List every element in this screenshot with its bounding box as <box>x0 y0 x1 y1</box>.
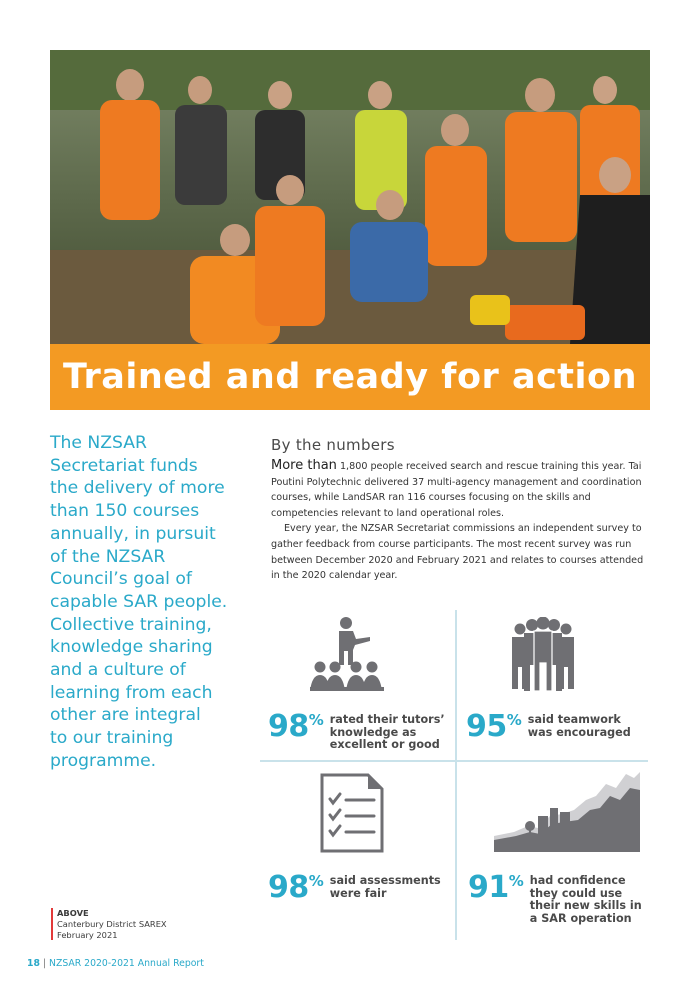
intro-line: capable SAR people. <box>50 591 228 612</box>
intro-line: annually, in pursuit <box>50 523 216 544</box>
intro-line: and a culture of <box>50 660 186 681</box>
intro-line: to our training <box>50 728 174 749</box>
stat-tutors <box>268 709 445 752</box>
stat-teamwork <box>466 709 631 744</box>
intro-line: Council’s goal of <box>50 569 192 590</box>
stat-label-line: said teamwork <box>527 713 621 726</box>
stat-label-line: a SAR operation <box>529 911 632 925</box>
caption-heading: ABOVE <box>57 908 89 918</box>
photo-caption <box>51 908 167 940</box>
stat-label-line: their new skills in <box>529 899 642 912</box>
stat-confidence <box>468 870 642 925</box>
intro-line: other are integral <box>50 705 201 726</box>
footer-separator: | <box>39 958 49 969</box>
title-banner <box>50 344 650 410</box>
body-paragraph: Every year, the NZSAR Secretariat commissions an independent survey to gather feedback from course participants. The most recent survey was run between December 2020 and February 2021 and relates to courses attended in the 2020 calendar year. <box>271 523 644 582</box>
intro-line: knowledge sharing <box>50 637 213 658</box>
report-title: NZSAR 2020-2021 Annual Report <box>49 958 204 969</box>
intro-line: The NZSAR <box>50 433 147 453</box>
stat-assessments <box>268 870 441 905</box>
hero-photo <box>50 50 650 344</box>
intro-line: of the NZSAR <box>50 546 166 567</box>
intro-line: Secretariat funds <box>50 455 198 476</box>
page-title: Trained and ready for action <box>62 357 638 397</box>
stat-label-line: were fair <box>329 886 387 900</box>
caption-line: Canterbury District SAREX <box>57 918 167 929</box>
lead-text: More than <box>271 458 337 473</box>
body-text <box>271 458 651 584</box>
stat-percent: % <box>308 872 324 890</box>
tutor-icon <box>308 617 388 697</box>
checklist-icon <box>320 773 384 857</box>
stat-label <box>528 714 631 739</box>
stat-label-line: rated their tutors’ <box>329 713 445 726</box>
stat-percent: % <box>506 711 522 729</box>
stat-label-line: excellent or good <box>329 738 440 751</box>
intro-line: Collective training, <box>50 614 212 635</box>
intro-line: than 150 courses <box>50 501 200 522</box>
section-heading: By the numbers <box>271 436 395 454</box>
stat-label-line: knowledge as <box>329 725 417 739</box>
stat-percent: % <box>308 711 324 729</box>
stat-percent: % <box>508 872 524 890</box>
caption-line: February 2021 <box>57 929 118 940</box>
paragraph-text: 1,800 people received search and rescue training this year. Tai Poutini Polytechnic delivered 37 multi-agency management and coordination courses, while LandSAR ran 116 courses focusing on the skills and competencies relevant to land operational roles. <box>271 461 642 519</box>
stat-label-line: was encouraged <box>527 725 631 739</box>
intro-quote <box>50 432 255 773</box>
stat-label-line: said assessments <box>329 874 441 887</box>
stat-value: 95 <box>466 709 507 744</box>
stat-label <box>330 714 445 752</box>
stat-value: 98 <box>268 870 309 905</box>
intro-line: programme. <box>50 750 157 771</box>
stat-value: 98 <box>268 709 309 744</box>
page-number: 18 <box>27 958 40 969</box>
stat-label <box>530 875 642 925</box>
stat-label-line: they could use <box>529 886 623 900</box>
page-footer <box>27 958 204 969</box>
grid-divider-vertical <box>455 610 457 940</box>
body-paragraph <box>271 458 651 521</box>
grid-divider-horizontal <box>260 760 648 762</box>
landscape-icon <box>494 770 640 856</box>
stat-label <box>330 875 441 900</box>
team-icon <box>510 617 576 695</box>
intro-line: learning from each <box>50 682 213 703</box>
intro-line: the delivery of more <box>50 478 225 499</box>
stat-label-line: had confidence <box>529 874 626 887</box>
stat-value: 91 <box>468 870 509 905</box>
